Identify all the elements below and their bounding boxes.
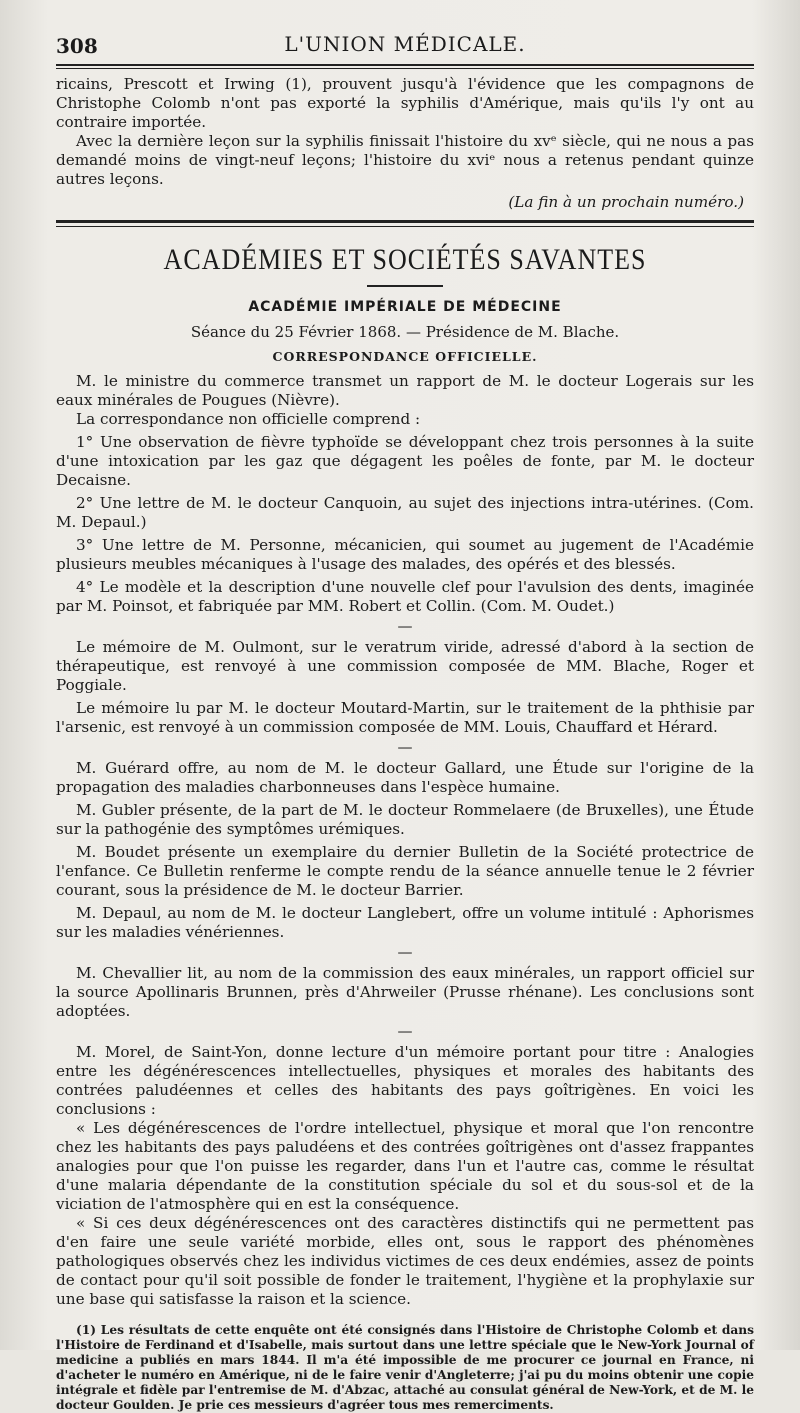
official-correspondence: M. le ministre du commerce transmet un rapport de M. le docteur Logerais sur les eaux minérales de Pougues (Nièvre).: [56, 372, 754, 409]
intro-paragraph-1: ricains, Prescott et Irwing (1), prouvent jusqu'à l'évidence que les compagnons de Christophe Colomb n'ont pas exporté la syphilis d'Amérique, mais qu'ils l'y ont au contraire importée.: [56, 75, 754, 131]
correspondence-item-3: 3° Une lettre de M. Personne, mécanicien, qui soumet au jugement de l'Académie plusieurs meubles mécaniques à l'usage des malades, des opérés et des blessés.: [56, 536, 754, 573]
section-title: ACADÉMIES ET SOCIÉTÉS SAVANTES: [163, 242, 647, 277]
academy-heading: ACADÉMIE IMPÉRIALE DE MÉDECINE: [248, 299, 562, 315]
header-rule: [56, 64, 754, 69]
section-rule: [56, 220, 754, 227]
correspondence-heading: CORRESPONDANCE OFFICIELLE.: [272, 349, 538, 364]
presentation-paragraph-3: M. Boudet présente un exemplaire du dernier Bulletin de la Société protectrice de l'enfance. Ce Bulletin renferme le compte rendu de la séance annuelle tenue le 2 février courant, sous la présidence de M. le docteur Barrier.: [56, 843, 754, 899]
correspondence-item-1: 1° Une observation de fièvre typhoïde se développant chez trois personnes à la suite d'une intoxication par les gaz que dégagent les poêles de fonte, par M. le docteur Decaisne.: [56, 433, 754, 489]
separator-dash: —: [397, 1022, 413, 1040]
title-underline: [367, 285, 443, 287]
memoir-paragraph-1: Le mémoire de M. Oulmont, sur le veratrum viride, adressé d'abord à la section de thérapeutique, est renvoyé à une commission composée de MM. Blache, Roger et Poggiale.: [56, 638, 754, 694]
morel-paragraph-2: « Les dégénérescences de l'ordre intellectuel, physique et moral que l'on rencontre chez les habitants des pays paludéens et des contrées goîtrigènes ont d'assez frappantes analogies pour que l'on puisse les regarder, dans l'un et l'autre cas, comme le résultat d'une malaria dépendante de la constitution spéciale du sol et du sous-sol et de la viciation de l'atmosphère qui en est la conséquence.: [56, 1119, 754, 1213]
presentation-paragraph-2: M. Gubler présente, de la part de M. le docteur Rommelaere (de Bruxelles), une Étude sur la pathogénie des symptômes urémiques.: [56, 801, 754, 838]
morel-paragraph-3: « Si ces deux dégénérescences ont des caractères distinctifs qui ne permettent pas d'en faire une seule variété morbide, elles ont, sous le rapport des phénomènes pathologiques observés chez les individus victimes de ces deux endémies, assez de points de contact pour qu'il soit possible de fonder le traitement, l'hygiène et la prophylaxie sur une base qui satisfasse la raison et la science.: [56, 1214, 754, 1308]
intro-paragraph-2: Avec la dernière leçon sur la syphilis finissait l'histoire du xvᵉ siècle, qui ne nous a pas demandé moins de vingt-neuf leçons; l'histoire du xviᵉ nous a retenus pendant quinze autres leçons.: [56, 132, 754, 188]
session-line: Séance du 25 Février 1868. — Présidence de M. Blache.: [190, 323, 620, 341]
separator-dash: —: [397, 738, 413, 756]
footnote-text: (1) Les résultats de cette enquête ont été consignés dans l'Histoire de Christophe Colomb et dans l'Histoire de Ferdinand et d'Isabelle, mais surtout dans une lettre spéciale que le New-York Journal of medicine a publiés en mars 1844. Il m'a été impossible de me procurer ce journal en France, ni d'acheter le numéro en Amérique, ni de le faire venir d'Angleterre; j'ai pu du moins obtenir une copie intégrale et fidèle par l'entremise de M. d'Abzac, attaché au consulat général de New-York, et de M. le docteur Goulden. Je prie ces messieurs d'agréer tous mes remerciments.: [56, 1323, 754, 1412]
memoir-paragraph-2: Le mémoire lu par M. le docteur Moutard-Martin, sur le traitement de la phthisie par l'arsenic, est renvoyé à un commission composée de MM. Louis, Chauffard et Hérard.: [56, 699, 754, 736]
separator-dash: —: [397, 617, 413, 635]
page-number: 308: [56, 34, 98, 58]
separator-dash: —: [397, 943, 413, 961]
waters-paragraph: M. Chevallier lit, au nom de la commission des eaux minérales, un rapport officiel sur la source Apollinaris Brunnen, près d'Ahrweiler (Prusse rhénane). Les conclusions sont adoptées.: [56, 964, 754, 1020]
running-header: [56, 28, 754, 62]
continuation-note: (La fin à un prochain numéro.): [508, 193, 744, 211]
presentation-paragraph-4: M. Depaul, au nom de M. le docteur Langlebert, offre un volume intitulé : Aphorismes sur les maladies vénériennes.: [56, 904, 754, 941]
morel-paragraph-1: M. Morel, de Saint-Yon, donne lecture d'un mémoire portant pour titre : Analogies entre les dégénérescences intellectuelles, physiques et morales des habitants des contrées paludéennes et celles des habitants des pays goîtrigènes. En voici les conclusions :: [56, 1043, 754, 1118]
presentation-paragraph-1: M. Guérard offre, au nom de M. le docteur Gallard, une Étude sur l'origine de la propagation des maladies charbonneuses dans l'espèce humaine.: [56, 759, 754, 796]
correspondence-item-4: 4° Le modèle et la description d'une nouvelle clef pour l'avulsion des dents, imaginée par M. Poinsot, et fabriquée par MM. Robert et Collin. (Com. M. Oudet.): [56, 578, 754, 615]
journal-title: L'UNION MÉDICALE.: [284, 32, 526, 56]
correspondence-item-2: 2° Une lettre de M. le docteur Canquoin, au sujet des injections intra-utérines. (Com. M. Depaul.): [56, 494, 754, 531]
footnote: [56, 1323, 754, 1413]
unofficial-intro: La correspondance non officielle comprend :: [76, 410, 421, 428]
